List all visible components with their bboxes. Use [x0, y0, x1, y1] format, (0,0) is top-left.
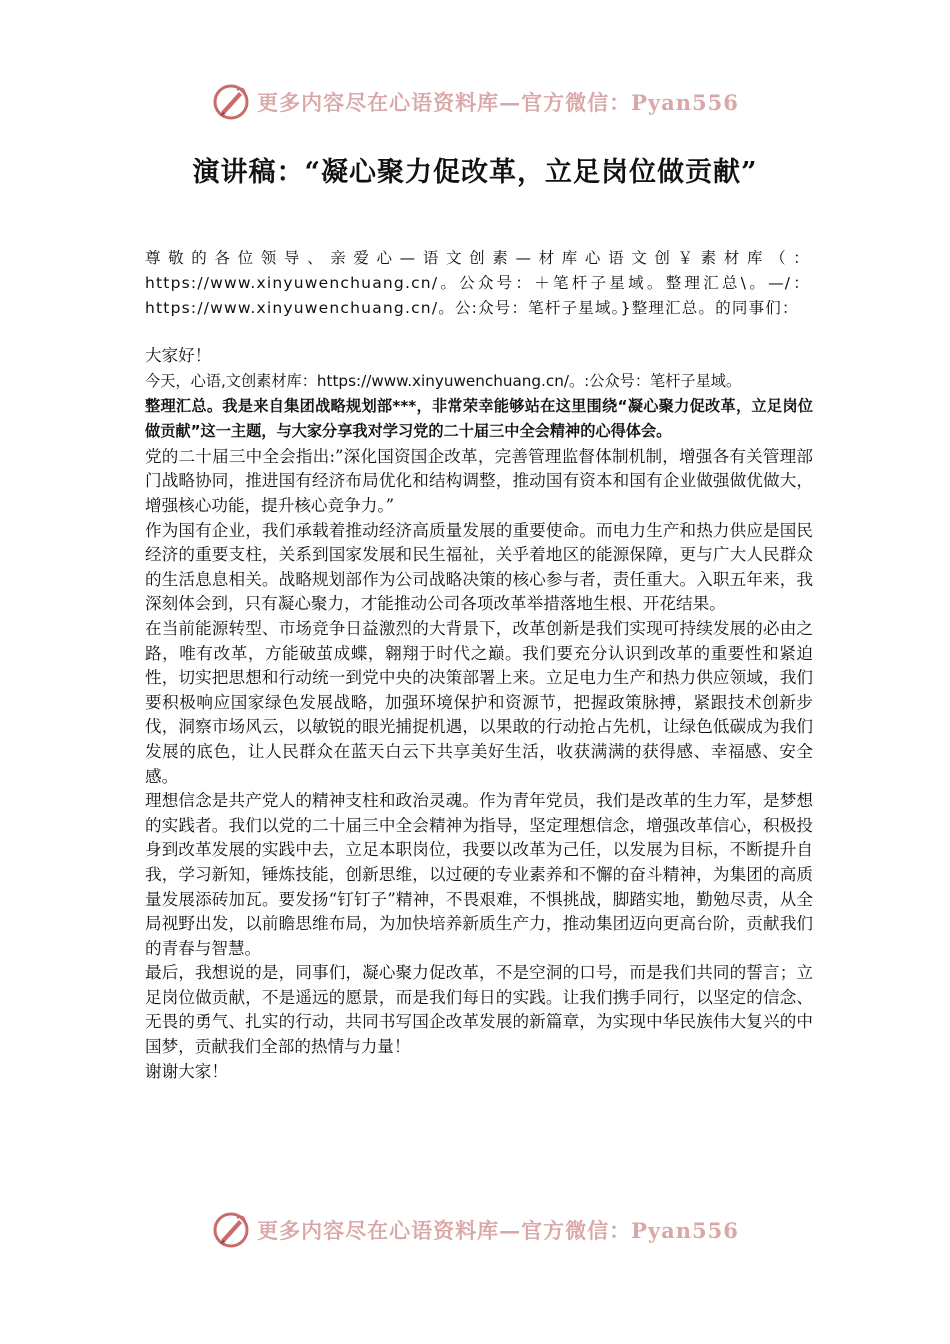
reform-paragraph: 在当前能源转型、市场竞争日益激烈的大背景下，改革创新是我们实现可持续发展的必由之路，唯有改革，方能破茧成蝶，翱翔于时代之巅。我们要充分认识到改革的重要性和紧迫性，切实把思想和行动统一到党中央的决策部署上来。立足电力生产和热力供应领域，我们要积极响应国家绿色发展战略，加强环境保护和资源节，把握政策脉搏，紧跟技术创新步伐，洞察市场风云，以敏锐的眼光捕捉机遇，以果敢的行动抢占先机，让绿色低碳成为我们发展的底色，让人民群众在蓝天白云下共享美好生活，收获满满的获得感、幸福感、安全感。 [145, 618, 813, 786]
speech-body [145, 344, 813, 1084]
header-banner[interactable] [0, 82, 950, 122]
self-intro-paragraph: 整理汇总。我是来自集团战略规划部***，非常荣幸能够站在这里围绕“凝心聚力促改革，立足岗位做贡献”这一主题，与大家分享我对学习党的二十届三中全会精神的心得体会。 [145, 397, 813, 441]
mission-paragraph: 作为国有企业，我们承载着推动经济高质量发展的重要使命。而电力生产和热力供应是国民经济的重要支柱，关系到国家发展和民生福祉，关乎着地区的能源保障，更与广大人民群众的生活息息相关。战略规划部作为公司战略决策的核心参与者，责任重大。入职五年来，我深刻体会到，只有凝心聚力，才能推动公司各项改革举措落地生根、开花结果。 [145, 520, 813, 614]
greeting-paragraph: 大家好！ [145, 346, 212, 365]
quote-paragraph: 党的二十届三中全会指出:”深化国资国企改革，完善管理监督体制机制，增强各有关管理部门战略协同，推进国有经济布局优化和结构调整，推动国有资本和国有企业做强做优做大，增强核心功能，提升核心竞争力。” [145, 446, 813, 515]
footer-banner[interactable] [0, 1210, 950, 1250]
closing-paragraph: 最后，我想说的是，同事们，凝心聚力促改革，不是空洞的口号，而是我们共同的誓言；立足岗位做贡献，不是遥远的愿景，而是我们每日的实践。让我们携手同行，以坚定的信念、无畏的勇气、扎实的行动，共同书写国企改革发展的新篇章，为实现中华民族伟大复兴的中国梦，贡献我们全部的热情与力量！ [145, 963, 813, 1057]
header-banner-text: 更多内容尽在心语资料库—官方微信：Pyan556 [257, 90, 739, 115]
intro-paragraph: 今天，心语,文创素材库：https://www.xinyuwenchuang.cn/。:公众号：笔杆子星域。 [145, 371, 742, 390]
ideals-paragraph: 理想信念是共产党人的精神支柱和政治灵魂。作为青年党员，我们是改革的生力军，是梦想的实践者。我们以党的二十届三中全会精神为指导，坚定理想信念，增强改革信心，积极投身到改革发展的实践中去，立足本职岗位，我要以改革为己任，以发展为目标，不断提升自我，学习新知，锤炼技能，创新思维，以过硬的专业素养和不懈的奋斗精神，为集团的高质量发展添砖加瓦。要发扬“钉钉子”精神，不畏艰难，不惧挑战，脚踏实地，勤勉尽责，从全局视野出发，以前瞻思维布局，为加快培养新质生产力，推动集团迈向更高台阶，贡献我们的青春与智慧。 [145, 791, 813, 958]
document-title: 演讲稿：“凝心聚力促改革，立足岗位做贡献” [192, 157, 758, 188]
footer-banner-text: 更多内容尽在心语资料库—官方微信：Pyan556 [257, 1218, 739, 1243]
pen-circle-logo-icon [211, 1210, 251, 1250]
pen-circle-logo-icon [211, 82, 251, 122]
salutation-paragraph: 尊敬的各位领导、亲爱心—语文创素—材库心语文创￥素材库（：https://www.xinyuwenchuang.cn/。公众号：＋笔杆子星域。整理汇总\。—/：https://www.xinyuwenchuang.cn/。公:众号：笔杆子星域。}整理汇总。的同事们： [145, 249, 810, 317]
thanks-paragraph: 谢谢大家！ [145, 1061, 228, 1081]
